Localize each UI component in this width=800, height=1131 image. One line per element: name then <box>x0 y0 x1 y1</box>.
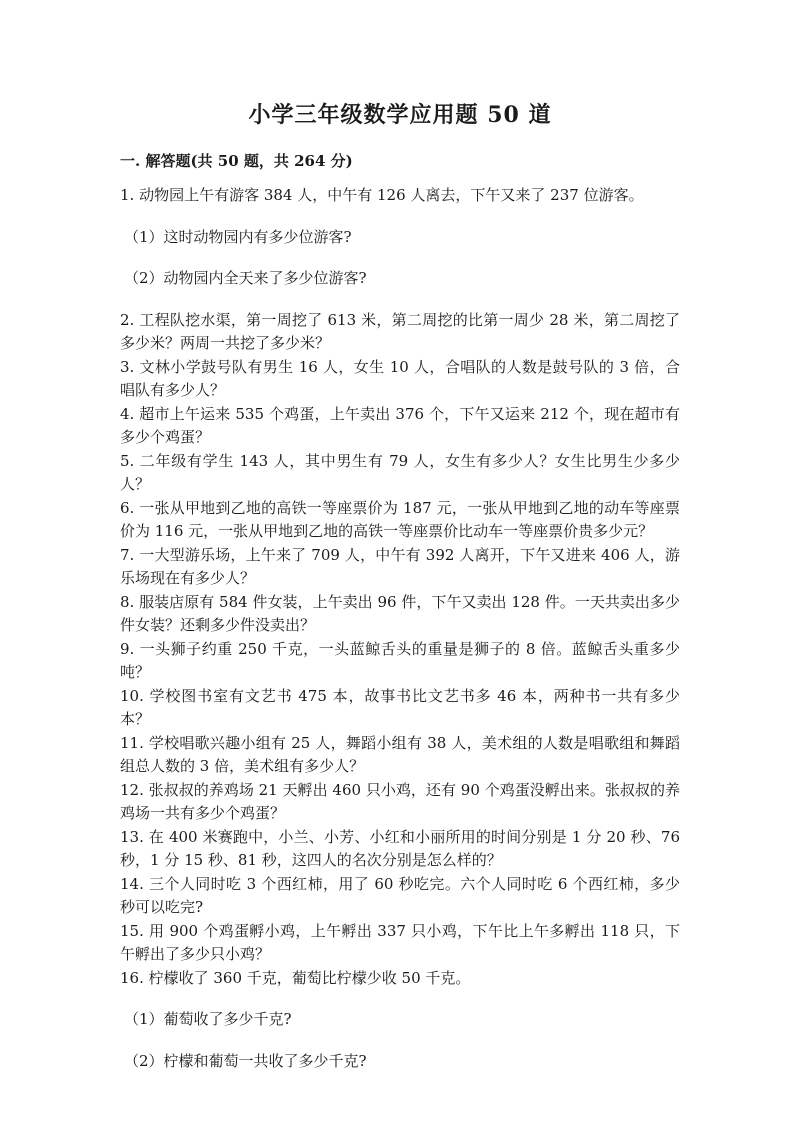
question-2: 2. 工程队挖水渠，第一周挖了 613 米，第二周挖的比第一周少 28 米，第二周挖了多少米？两周一共挖了多少米？ <box>120 310 680 352</box>
question-5: 5. 二年级有学生 143 人，其中男生有 79 人，女生有多少人？女生比男生少多少人？ <box>120 451 680 493</box>
question-10: 10. 学校图书室有文艺书 475 本，故事书比文艺书多 46 本，两种书一共有多少本？ <box>120 686 680 728</box>
question-7: 7. 一大型游乐场，上午来了 709 人，中午有 392 人离开，下午又进来 406 人，游乐场现在有多少人？ <box>120 545 680 587</box>
question-6: 6. 一张从甲地到乙地的高铁一等座票价为 187 元，一张从甲地到乙地的动车等座票价为 116 元，一张从甲地到乙地的高铁一等座票价比动车一等座票价贵多少元？ <box>120 498 680 540</box>
question-11: 11. 学校唱歌兴趣小组有 25 人，舞蹈小组有 38 人，美术组的人数是唱歌组和舞蹈组总人数的 3 倍，美术组有多少人？ <box>120 733 680 775</box>
question-list <box>120 184 680 1073</box>
question-13: 13. 在 400 米赛跑中，小兰、小芳、小红和小丽所用的时间分别是 1 分 20 秒、76 秒，1 分 15 秒、81 秒，这四人的名次分别是怎么样的？ <box>120 827 680 869</box>
question-16-part-2: （2）柠檬和葡萄一共收了多少千克? <box>124 1051 367 1070</box>
question-1-part-1: （1）这时动物园内有多少位游客? <box>124 227 352 246</box>
section-heading: 一. 解答题(共 50 题，共 264 分) <box>120 152 353 170</box>
question-1-part-2: （2）动物园内全天来了多少位游客? <box>124 269 367 287</box>
question-15: 15. 用 900 个鸡蛋孵小鸡，上午孵出 337 只小鸡，下午比上午多孵出 118 只，下午孵出了多少只小鸡？ <box>120 921 680 963</box>
question-9: 9. 一头狮子约重 250 千克，一头蓝鲸舌头的重量是狮子的 8 倍。蓝鲸舌头重多少吨？ <box>120 639 680 681</box>
question-1: 1. 动物园上午有游客 384 人，中午有 126 人离去，下午又来了 237 位游客。 <box>120 186 644 204</box>
question-4: 4. 超市上午运来 535 个鸡蛋，上午卖出 376 个，下午又运来 212 个，现在超市有多少个鸡蛋？ <box>120 404 680 446</box>
question-3: 3. 文林小学鼓号队有男生 16 人，女生 10 人，合唱队的人数是鼓号队的 3 倍，合唱队有多少人？ <box>120 357 680 399</box>
question-12: 12. 张叔叔的养鸡场 21 天孵出 460 只小鸡，还有 90 个鸡蛋没孵出来。张叔叔的养鸡场一共有多少个鸡蛋？ <box>120 780 680 822</box>
question-14: 14. 三个人同时吃 3 个西红柿，用了 60 秒吃完。六个人同时吃 6 个西红柿，多少秒可以吃完? <box>120 874 680 916</box>
question-16: 16. 柠檬收了 360 千克，葡萄比柠檬少收 50 千克。 <box>120 968 471 987</box>
page-title: 小学三年级数学应用题 50 道 <box>248 102 552 128</box>
question-16-part-1: （1）葡萄收了多少千克? <box>124 1010 292 1028</box>
question-8: 8. 服装店原有 584 件女装，上午卖出 96 件，下午又卖出 128 件。一天共卖出多少件女装？还剩多少件没卖出？ <box>120 592 680 634</box>
